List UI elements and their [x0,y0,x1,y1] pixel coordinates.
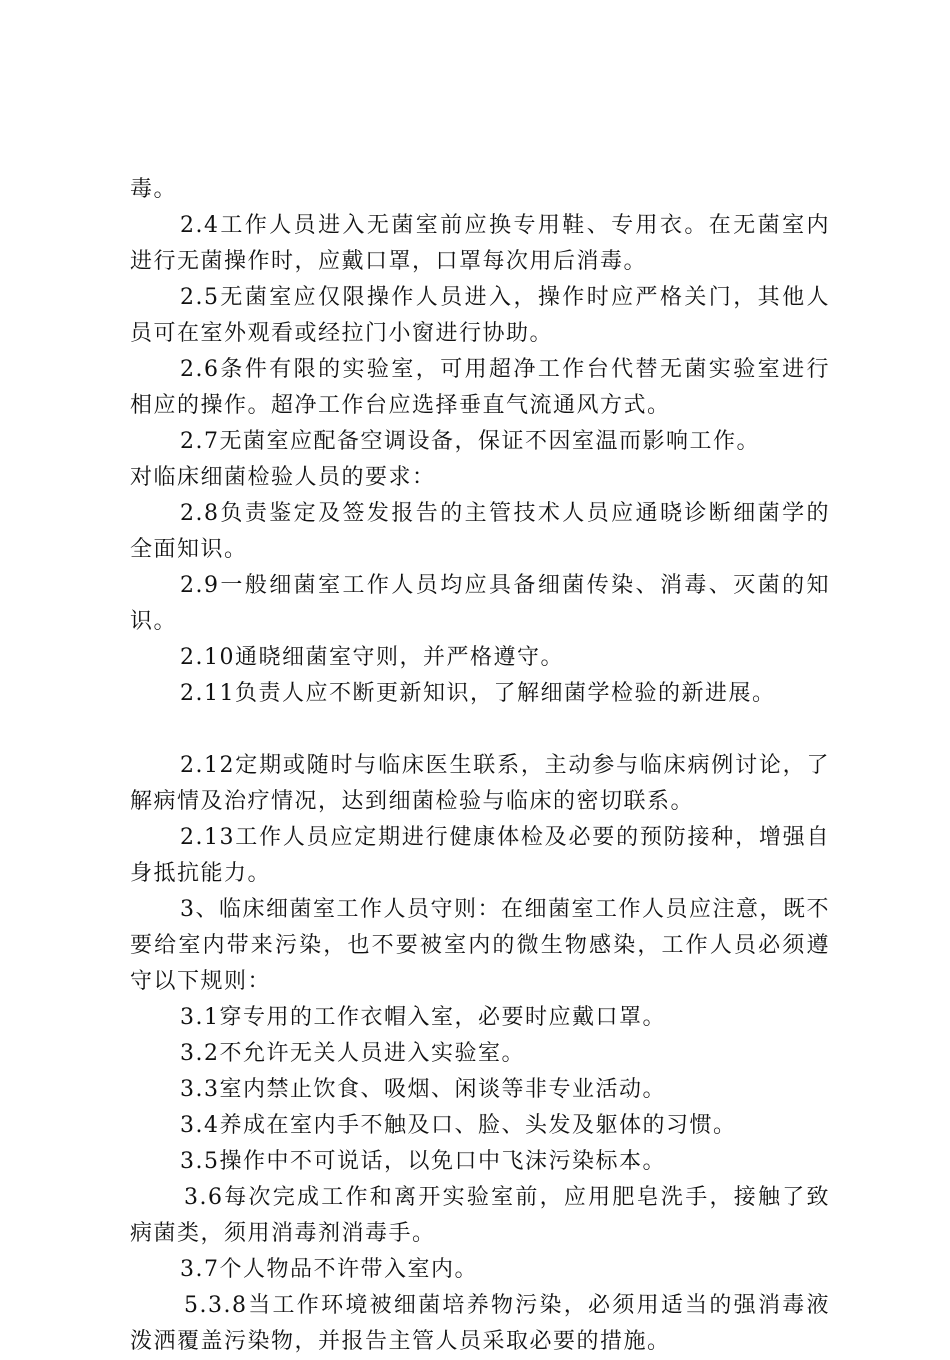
paragraph-2-4: 2.4工作人员进入无菌室前应换专用鞋、专用衣。在无菌室内进行无菌操作时，应戴口罩，口罩每次用后消毒。 [130,213,830,274]
paragraph-requirements-heading: 对临床细菌检验人员的要求： [130,465,436,490]
paragraph-continuation: 毒。 [130,177,178,202]
paragraph-2-8: 2.8负责鉴定及签发报告的主管技术人员应通晓诊断细菌学的全面知识。 [130,501,830,562]
paragraph-2-10: 2.10通晓细菌室守则，并严格遵守。 [180,645,564,670]
paragraph-3-6: 3.6每次完成工作和离开实验室前，应用肥皂洗手，接触了致病菌类，须用消毒剂消毒手。 [130,1185,830,1246]
document-body [130,172,830,1360]
paragraph-3-5: 3.5操作中不可说话，以免口中飞沫污染标本。 [180,1149,666,1174]
paragraph-2-6: 2.6条件有限的实验室，可用超净工作台代替无菌实验室进行相应的操作。超净工作台应选择垂直气流通风方式。 [130,357,830,418]
paragraph-3-4: 3.4养成在室内手不触及口、脸、头发及躯体的习惯。 [180,1113,737,1138]
paragraph-2-7: 2.7无菌室应配备空调设备，保证不因室温而影响工作。 [180,429,760,454]
paragraph-3-7: 3.7个人物品不许带入室内。 [180,1257,478,1282]
paragraph-2-11: 2.11负责人应不断更新知识，了解细菌学检验的新进展。 [180,681,776,706]
paragraph-2-9: 2.9一般细菌室工作人员均应具备细菌传染、消毒、灭菌的知识。 [130,573,830,634]
paragraph-3-3: 3.3室内禁止饮食、吸烟、闲谈等非专业活动。 [180,1077,666,1102]
blank-line [130,712,830,748]
paragraph-3-rules: 3、临床细菌室工作人员守则：在细菌室工作人员应注意，既不要给室内带来污染，也不要被室内的微生物感染，工作人员必须遵守以下规则： [130,897,830,994]
paragraph-3-2: 3.2不允许无关人员进入实验室。 [180,1041,525,1066]
paragraph-3-1: 3.1穿专用的工作衣帽入室，必要时应戴口罩。 [180,1005,666,1030]
paragraph-2-13: 2.13工作人员应定期进行健康体检及必要的预防接种，增强自身抵抗能力。 [130,825,830,886]
paragraph-2-5: 2.5无菌室应仅限操作人员进入，操作时应严格关门，其他人员可在室外观看或经拉门小窗进行协助。 [130,285,830,346]
paragraph-2-12: 2.12定期或随时与临床医生联系，主动参与临床病例讨论，了解病情及治疗情况，达到细菌检验与临床的密切联系。 [130,753,830,814]
paragraph-5-3-8: 5.3.8当工作环境被细菌培养物污染，必须用适当的强消毒液泼洒覆盖污染物，并报告主管人员采取必要的措施。 [130,1293,830,1354]
